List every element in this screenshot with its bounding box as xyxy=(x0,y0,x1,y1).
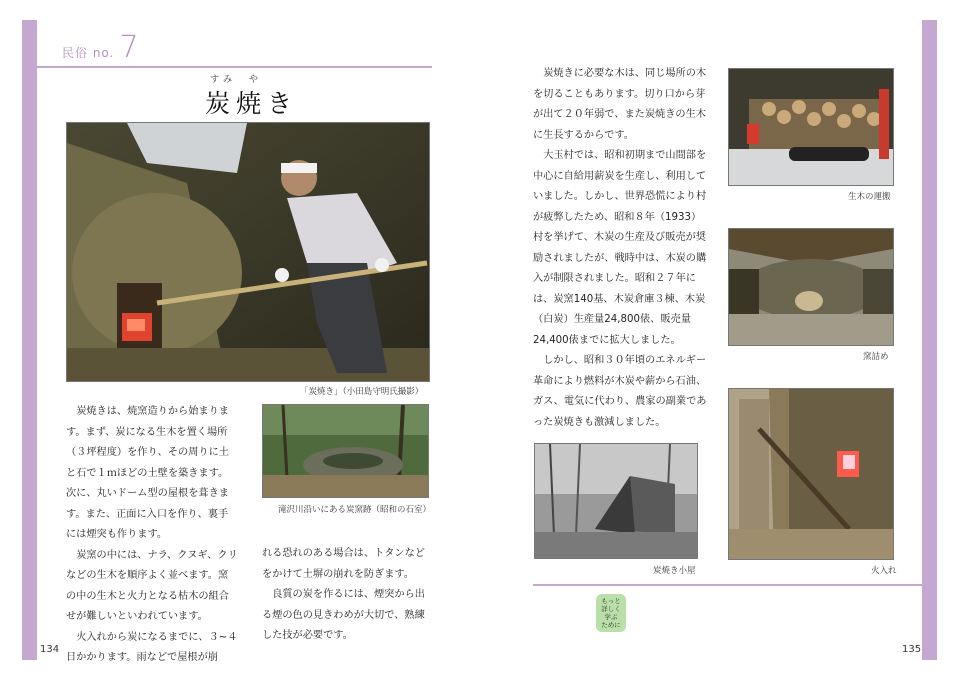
log-transport-caption: 生木の運搬 xyxy=(848,192,891,202)
right-margin-bar xyxy=(922,20,937,660)
charcoal-hut-caption: 炭焼き小屋 xyxy=(653,566,696,576)
log-transport-photo xyxy=(728,68,894,186)
badge-line-3: 学ぶ xyxy=(604,613,618,621)
badge-line-2: 詳しく xyxy=(601,605,621,613)
badge-line-4: ために xyxy=(601,621,621,629)
left-paragraph-2: 炭窯の中には、ナラ、クヌギ、クリなどの生木を順序よく並べます。窯の中の生木と火力となる枯木の組合せが難しいといわれています。 xyxy=(66,549,238,622)
header-rule xyxy=(37,66,432,68)
fire-lighting-photo xyxy=(728,388,894,560)
left-margin-bar xyxy=(22,20,37,660)
right-text-block xyxy=(533,64,711,433)
kiln-loading-photo xyxy=(728,228,894,346)
left-paragraph-1: 炭焼きは、焼窯造りから始まります。まず、炭になる生木を置く場所（３坪程度）を作り、その周りに土と石で１ｍほどの土壁を築きます。次に、丸いドーム型の屋根を葺きます。また、正面に入口を作り、裏手には煙突も作ります。 xyxy=(66,406,229,540)
page-number-right: 135 xyxy=(902,644,922,655)
right-paragraph-3: しかし、昭和３０年頃のエネルギー革命により燃料が木炭や薪から石油、ガス、電気に代わり、農家の副業であった炭焼きも激減しました。 xyxy=(533,355,707,428)
badge-line-1: もっと xyxy=(601,597,621,605)
footer-rule xyxy=(533,584,922,586)
left-column-1 xyxy=(66,402,238,669)
right-paragraph-2: 大玉村では、昭和初期まで山間部を中心に自給用薪炭を生産し、利用していました。しかし、世界恐慌により村が疲弊したため、昭和８年（1933）村を挙げて、木炭の生産及び販売が奨励されましたが、戦時中は、木炭の購入が制限されました。昭和２７年には、炭窯140基、木炭倉庫３棟、木炭（白炭）生産量24,800俵、販売量24,400俵までに拡大しました。 xyxy=(533,150,707,346)
main-photo xyxy=(66,122,430,382)
learn-more-badge[interactable] xyxy=(596,594,626,632)
section-number: 7 xyxy=(119,30,139,65)
left-column2-paragraph-1: れる恐れのある場合は、トタンなどをかけて土塀の崩れを防ぎます。 xyxy=(262,548,425,580)
left-column2-paragraph-2: 良質の炭を作るには、煙突から出る煙の色の見きわめが大切で、熟練した技が必要です。 xyxy=(262,589,425,641)
section-label: 民俗 no. xyxy=(62,46,115,60)
left-paragraph-3: 火入れから炭になるまでに、３~４日かかります。雨などで屋根が崩 xyxy=(66,631,238,663)
kiln-ruins-photo xyxy=(262,404,429,498)
section-header xyxy=(62,30,139,65)
left-column-2 xyxy=(262,544,432,647)
kiln-ruins-caption: 滝沢川沿いにある炭窯跡（昭和の石室） xyxy=(278,505,432,515)
main-photo-caption: 「炭焼き」（小田島守明氏撮影） xyxy=(300,387,424,397)
charcoal-hut-photo xyxy=(534,443,698,559)
right-paragraph-1: 炭焼きに必要な木は、同じ場所の木を切ることもあります。切り口から芽が出て２０年弱で、また炭焼きの生木に生長するからです。 xyxy=(533,68,707,141)
page-title: 炭焼き xyxy=(205,89,299,118)
title-ruby: すみ や xyxy=(210,75,263,85)
page-number-left: 134 xyxy=(40,644,60,655)
kiln-loading-caption: 窯詰め xyxy=(863,352,889,362)
fire-lighting-caption: 火入れ xyxy=(871,566,897,576)
